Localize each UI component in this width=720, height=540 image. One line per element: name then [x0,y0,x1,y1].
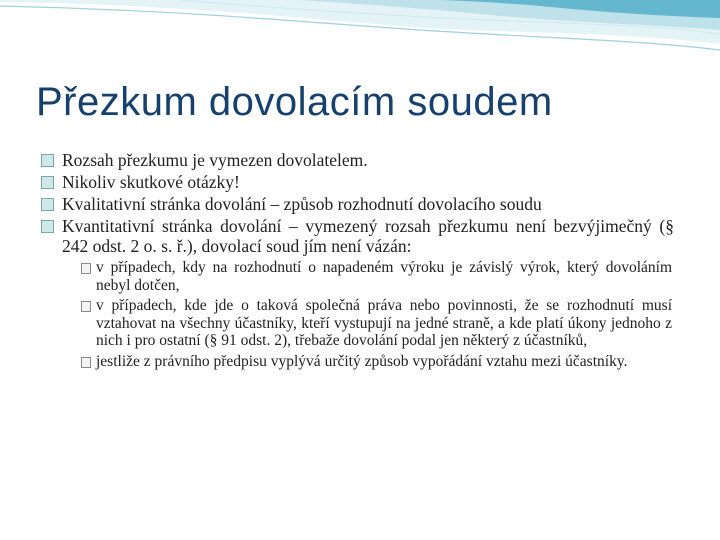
sub-bullet-item [96,259,672,294]
sub-bullet-text: jestliže z právního předpisu vyplývá určitý způsob vypořádání vztahu mezi účastníky. [96,352,628,370]
bullet-item [62,194,674,214]
sub-bullet-item [96,297,672,350]
sub-bullet-marker-icon [81,263,91,274]
header-wave-decoration [0,0,720,80]
sub-bullet-text: v případech, kde jde o taková společná práva nebo povinnosti, že se rozhodnutí musí vztahovat na všechny účastníky, kteří vystupují na jedné straně, a kde platí úkony jednoho z nich i pro ostatní (§ 91 odst. 2), třebaže dovolání podal jen některý z účastníků, [96,297,672,349]
sub-bullet-text: v případech, kdy na rozhodnutí o napadeném výroku je závislý výrok, který dovoláním nebyl dotčen, [96,259,672,294]
bullet-text: Nikoliv skutkové otázky! [62,172,240,192]
slide-title: Přezkum dovolacím soudem [36,80,553,124]
bullet-text: Kvalitativní stránka dovolání – způsob rozhodnutí dovolacího soudu [62,194,542,214]
sub-bullet-marker-icon [81,301,91,312]
bullet-text: Rozsah přezkumu je vymezen dovolatelem. [62,150,368,170]
bullet-marker-icon [41,176,54,189]
bullet-marker-icon [41,220,54,233]
bullet-marker-icon [41,198,54,211]
sub-bullet-item [96,353,672,371]
slide-content [0,150,720,370]
sub-bullet-marker-icon [81,357,91,368]
bullet-marker-icon [41,154,54,167]
bullet-item [62,216,674,256]
bullet-item [62,150,674,170]
bullet-item [62,172,674,192]
bullet-text: Kvantitativní stránka dovolání – vymezený rozsah přezkumu není bezvýjimečný (§ 242 odst. 2 o. s. ř.), dovolací soud jím není vázán: [62,216,674,256]
